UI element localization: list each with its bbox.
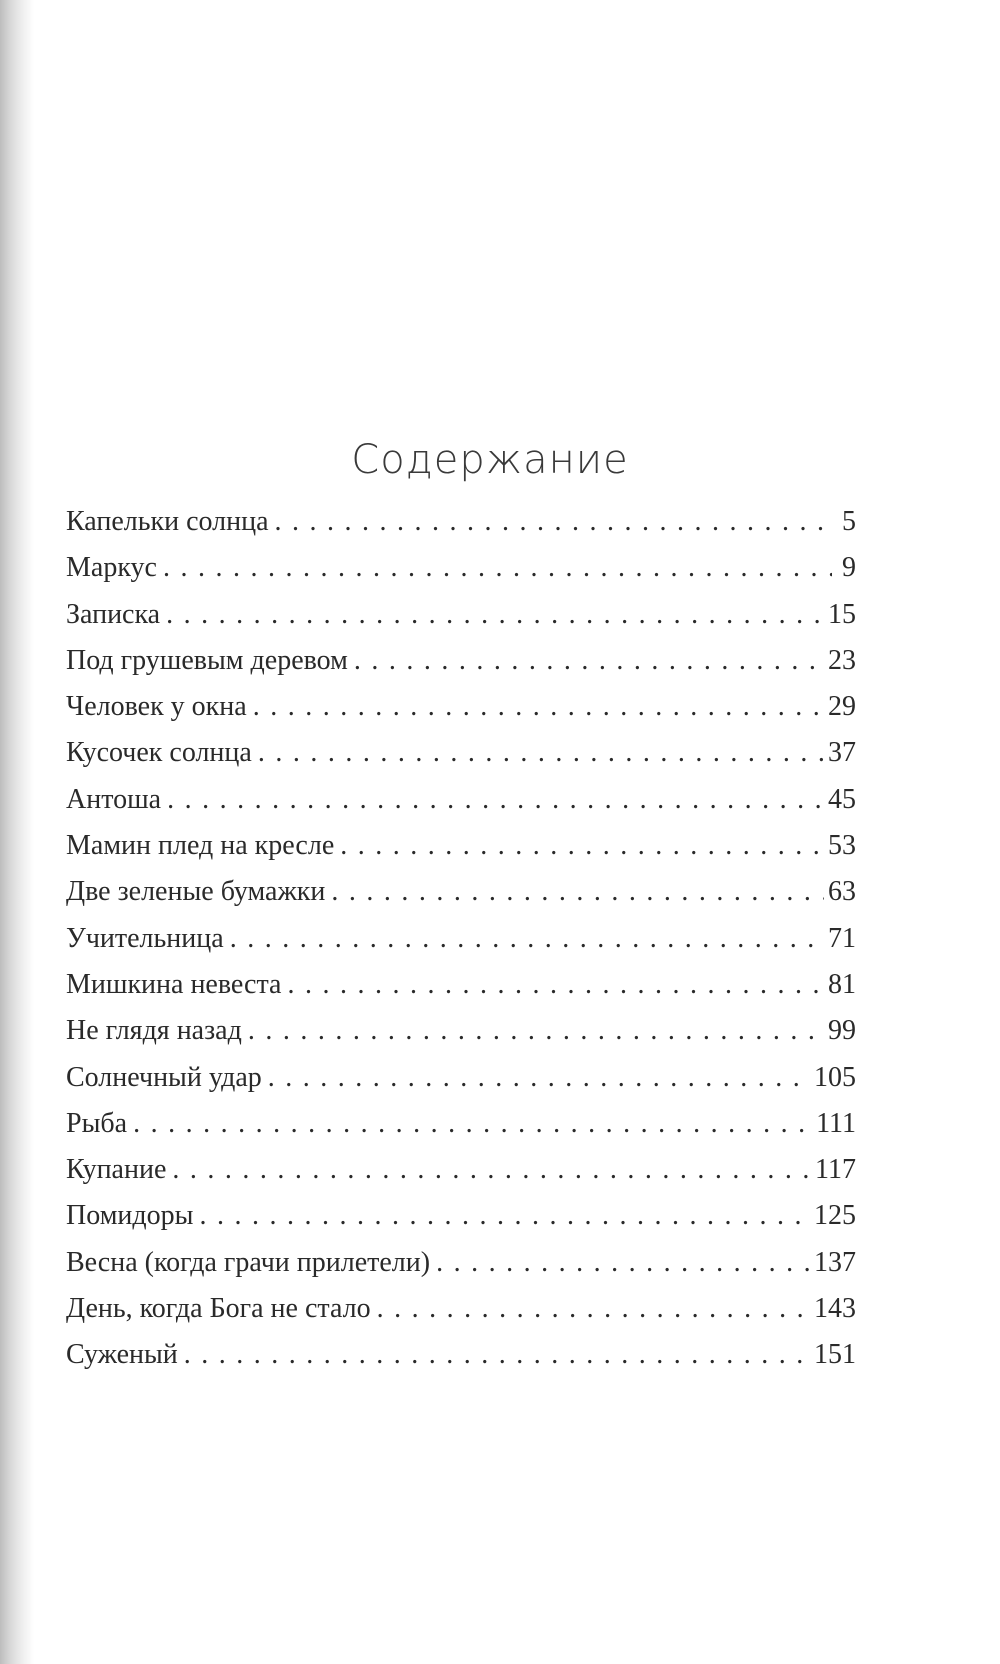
toc-entry-title: Маркус <box>66 552 157 584</box>
toc-entry <box>66 969 856 1015</box>
toc-entry <box>66 1108 856 1154</box>
toc-entry-page: 105 <box>814 1061 856 1093</box>
toc-entry-page: 63 <box>828 876 856 908</box>
toc-entry <box>66 1293 856 1339</box>
toc-entry <box>66 737 856 783</box>
toc-entry <box>66 599 856 645</box>
toc-entry-page: 151 <box>814 1339 856 1371</box>
toc-entry <box>66 1062 856 1108</box>
toc-entry-page: 125 <box>814 1200 856 1232</box>
dot-leader <box>287 969 824 1001</box>
dot-leader <box>230 923 824 955</box>
toc-entry <box>66 1247 856 1293</box>
toc-entry <box>66 691 856 737</box>
toc-entry-page: 29 <box>828 691 856 723</box>
toc-entry-title: Мишкина невеста <box>66 968 282 1000</box>
toc-entry-page: 81 <box>828 968 856 1000</box>
page-title: Содержание <box>351 437 629 483</box>
dot-leader <box>167 784 824 816</box>
dot-leader <box>199 1200 810 1232</box>
toc-entry <box>66 876 856 922</box>
toc-entry-title: День, когда Бога не стало <box>66 1293 371 1325</box>
toc-entry-title: Человек у окна <box>66 691 247 723</box>
dot-leader <box>248 1015 824 1047</box>
toc-entry-title: Купание <box>66 1154 167 1186</box>
toc-entry-page: 23 <box>828 644 856 676</box>
toc-entry-page: 117 <box>815 1154 856 1186</box>
dot-leader <box>275 506 832 538</box>
toc-entry <box>66 1339 856 1385</box>
toc-entry-page: 5 <box>842 506 856 537</box>
table-of-contents <box>66 506 856 1386</box>
toc-entry-title: Учительница <box>66 922 224 954</box>
toc-entry <box>66 552 856 598</box>
toc-entry-title: Мамин плед на кресле <box>66 830 335 862</box>
toc-entry-title: Рыба <box>66 1107 128 1139</box>
dot-leader <box>184 1339 810 1371</box>
dot-leader <box>172 1154 811 1186</box>
toc-entry-title: Не глядя назад <box>66 1015 242 1047</box>
toc-entry-title: Под грушевым деревом <box>66 644 348 676</box>
page-edge-shadow <box>0 0 34 1664</box>
toc-entry <box>66 645 856 691</box>
toc-entry-title: Кусочек солнца <box>66 737 252 769</box>
dot-leader <box>258 737 824 769</box>
toc-entry-page: 45 <box>828 783 856 815</box>
toc-entry <box>66 1200 856 1246</box>
toc-entry-title: Капельки солнца <box>66 506 269 537</box>
toc-entry-title: Антоша <box>66 783 162 815</box>
toc-entry-title: Записка <box>66 598 161 630</box>
dot-leader <box>133 1108 812 1140</box>
toc-entry <box>66 1154 856 1200</box>
toc-entry-page: 15 <box>828 598 856 630</box>
toc-entry-title: Солнечный удар <box>66 1061 262 1093</box>
toc-entry-page: 143 <box>814 1293 856 1325</box>
toc-entry <box>66 923 856 969</box>
dot-leader <box>163 552 832 584</box>
dot-leader <box>340 830 824 862</box>
toc-entry-page: 99 <box>828 1015 856 1047</box>
dot-leader <box>331 876 824 908</box>
toc-entry <box>66 506 856 552</box>
toc-entry <box>66 1015 856 1061</box>
toc-entry-title: Помидоры <box>66 1200 194 1232</box>
dot-leader <box>436 1247 810 1279</box>
dot-leader <box>354 645 824 677</box>
toc-entry-title: Весна (когда грачи прилетели) <box>66 1246 431 1278</box>
toc-entry-title: Суженый <box>66 1339 178 1371</box>
toc-entry-page: 53 <box>828 830 856 862</box>
toc-entry-page: 9 <box>842 552 856 584</box>
dot-leader <box>253 691 824 723</box>
toc-entry-page: 137 <box>814 1246 856 1278</box>
toc-entry <box>66 784 856 830</box>
dot-leader <box>377 1293 810 1325</box>
dot-leader <box>166 599 824 631</box>
toc-entry-page: 71 <box>828 922 856 954</box>
toc-entry-page: 37 <box>828 737 856 769</box>
dot-leader <box>268 1062 810 1094</box>
toc-entry-title: Две зеленые бумажки <box>66 876 326 908</box>
toc-entry-page: 111 <box>816 1107 856 1139</box>
toc-entry <box>66 830 856 876</box>
